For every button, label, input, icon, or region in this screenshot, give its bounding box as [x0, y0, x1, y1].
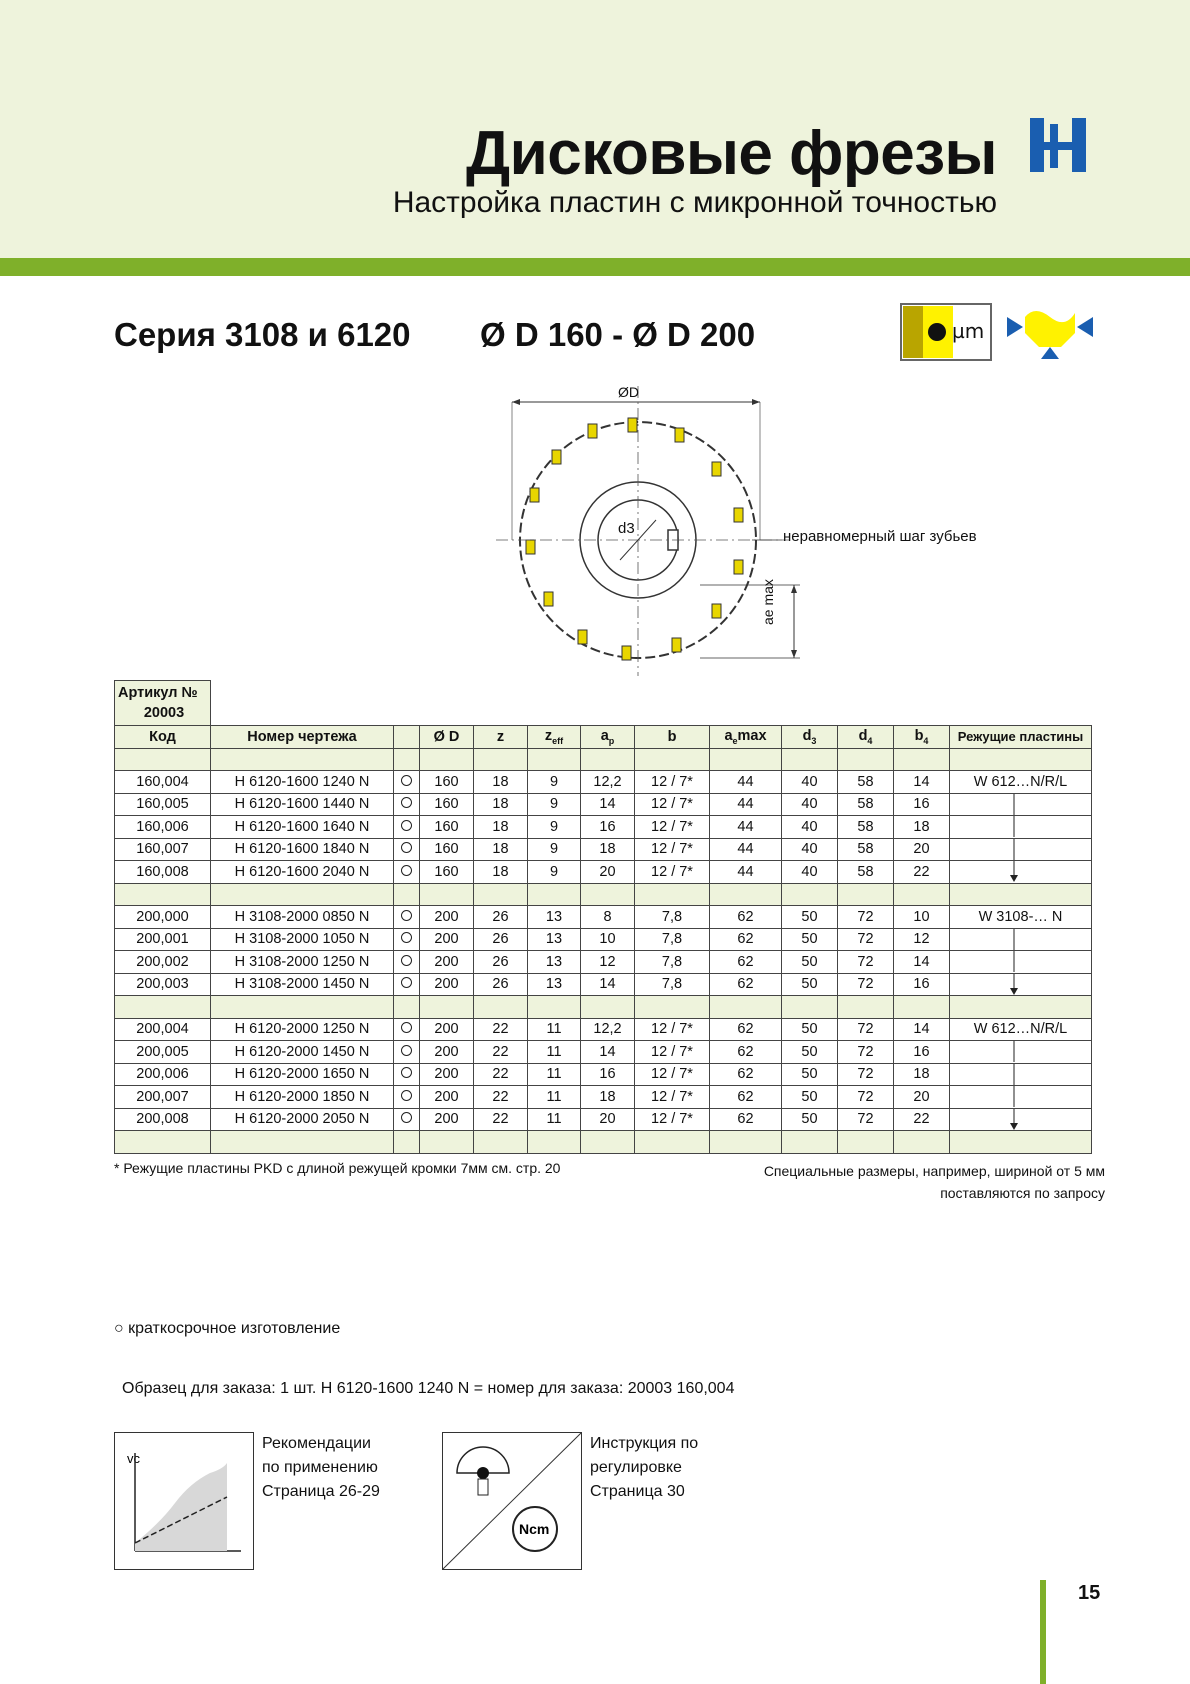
arrow-down-icon — [950, 929, 1091, 950]
cell-b: 12 / 7* — [635, 1018, 710, 1041]
cell-d4: 72 — [838, 1108, 894, 1131]
cell-b4: 22 — [894, 861, 950, 884]
cell-code: 200,001 — [115, 928, 211, 951]
cell-insert — [950, 1063, 1092, 1086]
short-term-circle-icon — [401, 977, 412, 988]
cell-d: 200 — [420, 928, 474, 951]
cell-ae: 44 — [710, 771, 782, 794]
cell-drawing: H 6120-1600 1440 N — [211, 793, 394, 816]
col-aemax: $a_e\max$ — [710, 726, 782, 749]
col-diameter: Ø D — [420, 726, 474, 749]
cell-insert — [950, 861, 1092, 884]
separator-row — [115, 1131, 1092, 1154]
cell-circ — [394, 1086, 420, 1109]
cell-code: 200,003 — [115, 973, 211, 996]
table-row — [115, 816, 1092, 839]
header-accent-bar — [0, 258, 1190, 276]
cell-d: 200 — [420, 1086, 474, 1109]
cell-d3: 50 — [782, 906, 838, 929]
ncm-label: Ncm — [519, 1521, 550, 1537]
cell-d: 200 — [420, 1108, 474, 1131]
cell-insert — [950, 793, 1092, 816]
col-b: b — [635, 726, 710, 749]
cell-d: 200 — [420, 1063, 474, 1086]
cell-drawing: H 3108-2000 1250 N — [211, 951, 394, 974]
short-term-circle-icon — [401, 1022, 412, 1033]
cell-code: 160,006 — [115, 816, 211, 839]
cell-circ — [394, 861, 420, 884]
cell-z: 18 — [474, 861, 528, 884]
short-term-circle-icon — [401, 932, 412, 943]
cell-b: 12 / 7* — [635, 1041, 710, 1064]
adjustment-line-2: регулировке — [590, 1459, 682, 1476]
cell-z: 22 — [474, 1108, 528, 1131]
cell-d: 200 — [420, 951, 474, 974]
cell-b4: 20 — [894, 838, 950, 861]
cell-drawing: H 6120-2000 2050 N — [211, 1108, 394, 1131]
special-sizes-line-2: поставляются по запросу — [940, 1185, 1105, 1201]
cell-ap: 12,2 — [581, 1018, 635, 1041]
table-row — [115, 1086, 1092, 1109]
cell-zeff: 11 — [528, 1041, 581, 1064]
cell-z: 26 — [474, 906, 528, 929]
cell-circ — [394, 1063, 420, 1086]
cell-insert — [950, 928, 1092, 951]
cell-code: 160,008 — [115, 861, 211, 884]
table-row — [115, 793, 1092, 816]
order-example: Образец для заказа: 1 шт. H 6120-1600 1240 N = номер для заказа: 20003 160,004 — [122, 1380, 735, 1397]
cell-d3: 50 — [782, 1063, 838, 1086]
cell-d: 200 — [420, 906, 474, 929]
cell-ap: 14 — [581, 793, 635, 816]
cell-b: 7,8 — [635, 906, 710, 929]
vc-label: vc — [127, 1451, 140, 1466]
arrow-down-icon — [950, 794, 1091, 815]
cell-insert — [950, 838, 1092, 861]
cell-d3: 40 — [782, 771, 838, 794]
article-header-row — [115, 681, 1092, 726]
application-line-2: по применению — [262, 1459, 378, 1476]
cell-drawing: H 6120-1600 1240 N — [211, 771, 394, 794]
application-line-3: Страница 26-29 — [262, 1483, 380, 1500]
column-header-row — [115, 726, 1092, 749]
adjustment-reference — [590, 1432, 698, 1504]
cell-d4: 72 — [838, 906, 894, 929]
table-row — [115, 906, 1092, 929]
col-z: z — [474, 726, 528, 749]
page-number: 15 — [1078, 1582, 1101, 1604]
adjustment-line-3: Страница 30 — [590, 1483, 685, 1500]
cell-zeff: 9 — [528, 861, 581, 884]
cell-ap: 20 — [581, 861, 635, 884]
short-term-circle-icon — [401, 910, 412, 921]
diameter-range: Ø D 160 - Ø D 200 — [480, 316, 756, 353]
cell-ap: 14 — [581, 1041, 635, 1064]
cell-insert: W 612…N/R/L — [950, 771, 1092, 794]
special-sizes-line-1: Специальные размеры, например, шириной от 5 мм — [763, 1163, 1105, 1179]
cell-d3: 40 — [782, 838, 838, 861]
page-subtitle: Настройка пластин с микронной точностью — [392, 186, 997, 219]
cell-d: 200 — [420, 1041, 474, 1064]
short-term-circle-icon — [401, 797, 412, 808]
arrow-down-icon — [950, 951, 1091, 972]
cell-z: 18 — [474, 771, 528, 794]
cell-d: 160 — [420, 861, 474, 884]
cell-ap: 8 — [581, 906, 635, 929]
cell-insert — [950, 1041, 1092, 1064]
cell-d3: 50 — [782, 951, 838, 974]
cell-d3: 40 — [782, 861, 838, 884]
short-term-circle-icon — [401, 955, 412, 966]
cell-drawing: H 6120-1600 2040 N — [211, 861, 394, 884]
cell-ap: 16 — [581, 1063, 635, 1086]
cell-code: 200,005 — [115, 1041, 211, 1064]
cell-insert — [950, 1108, 1092, 1131]
cell-z: 26 — [474, 928, 528, 951]
cell-d4: 58 — [838, 771, 894, 794]
cell-ae: 62 — [710, 928, 782, 951]
cell-code: 200,008 — [115, 1108, 211, 1131]
cell-ap: 12,2 — [581, 771, 635, 794]
col-code: Код — [115, 726, 211, 749]
cell-b: 12 / 7* — [635, 816, 710, 839]
cell-d3: 50 — [782, 1086, 838, 1109]
cell-circ — [394, 906, 420, 929]
cell-zeff: 11 — [528, 1063, 581, 1086]
separator-row — [115, 996, 1092, 1019]
cell-insert: W 3108-… N — [950, 906, 1092, 929]
cell-drawing: H 6120-2000 1850 N — [211, 1086, 394, 1109]
spec-table — [114, 680, 1092, 1154]
cell-b4: 22 — [894, 1108, 950, 1131]
table-row — [115, 928, 1092, 951]
cell-drawing: H 6120-2000 1650 N — [211, 1063, 394, 1086]
cell-circ — [394, 951, 420, 974]
cell-d4: 72 — [838, 1086, 894, 1109]
cell-d4: 72 — [838, 928, 894, 951]
cell-ap: 10 — [581, 928, 635, 951]
cell-b: 12 / 7* — [635, 1108, 710, 1131]
table-row — [115, 1108, 1092, 1131]
cell-d: 200 — [420, 973, 474, 996]
cell-ae: 44 — [710, 816, 782, 839]
ae-max-dimension-label: ae max — [760, 579, 776, 625]
cell-circ — [394, 1018, 420, 1041]
cell-zeff: 11 — [528, 1018, 581, 1041]
table-row — [115, 1063, 1092, 1086]
cell-zeff: 11 — [528, 1108, 581, 1131]
short-term-circle-icon — [401, 775, 412, 786]
cell-circ — [394, 816, 420, 839]
cell-code: 200,007 — [115, 1086, 211, 1109]
arrow-down-icon — [950, 1086, 1091, 1107]
cell-ae: 62 — [710, 1063, 782, 1086]
cell-b4: 16 — [894, 973, 950, 996]
page-title: Дисковые фрезы — [466, 119, 997, 188]
cell-zeff: 13 — [528, 906, 581, 929]
cell-circ — [394, 793, 420, 816]
page-accent-bar — [1040, 1580, 1046, 1684]
cell-b4: 18 — [894, 1063, 950, 1086]
arrow-down-icon — [950, 974, 1091, 995]
cell-z: 22 — [474, 1086, 528, 1109]
col-drawing: Номер чертежа — [211, 726, 394, 749]
cell-circ — [394, 973, 420, 996]
short-term-circle-icon — [401, 1045, 412, 1056]
torque-adjustment-icon — [442, 1432, 582, 1570]
cell-d: 160 — [420, 816, 474, 839]
diameter-dimension-label: ØD — [618, 384, 639, 400]
cell-ae: 62 — [710, 1086, 782, 1109]
uneven-pitch-note: неравномерный шаг зубьев — [783, 528, 977, 545]
cell-drawing: H 3108-2000 1050 N — [211, 928, 394, 951]
cell-d4: 72 — [838, 1041, 894, 1064]
cell-z: 18 — [474, 793, 528, 816]
short-term-circle-icon — [401, 1090, 412, 1101]
table-body — [115, 748, 1092, 1153]
cell-drawing: H 6120-1600 1840 N — [211, 838, 394, 861]
cell-b: 12 / 7* — [635, 793, 710, 816]
arrow-down-icon — [950, 1041, 1091, 1062]
insert-adjustment-icon — [1005, 303, 1095, 361]
cell-zeff: 13 — [528, 951, 581, 974]
pkd-footnote: * Режущие пластины PKD с длиной режущей кромки 7мм см. стр. 20 — [114, 1160, 561, 1176]
cell-ae: 62 — [710, 951, 782, 974]
cell-b4: 10 — [894, 906, 950, 929]
cell-ae: 62 — [710, 1108, 782, 1131]
cell-b4: 16 — [894, 1041, 950, 1064]
series-title: Серия 3108 и 6120 — [114, 316, 411, 353]
cell-drawing: H 3108-2000 1450 N — [211, 973, 394, 996]
cell-b: 7,8 — [635, 951, 710, 974]
cell-d3: 40 — [782, 816, 838, 839]
cell-z: 26 — [474, 951, 528, 974]
cell-circ — [394, 1108, 420, 1131]
cell-b: 12 / 7* — [635, 838, 710, 861]
cell-z: 18 — [474, 838, 528, 861]
col-ap: $a_p$ — [581, 726, 635, 749]
short-term-circle-icon — [401, 865, 412, 876]
short-term-legend: ○ краткосрочное изготовление — [114, 1320, 341, 1337]
cell-ae: 44 — [710, 861, 782, 884]
cell-drawing: H 6120-2000 1250 N — [211, 1018, 394, 1041]
article-label: Артикул № — [118, 685, 198, 701]
col-inserts: Режущие пластины — [950, 726, 1092, 749]
arrow-down-icon — [950, 839, 1091, 860]
cell-d: 160 — [420, 771, 474, 794]
hh-logo-icon — [1028, 116, 1088, 174]
arrow-down-icon — [950, 816, 1091, 837]
cell-b: 12 / 7* — [635, 1086, 710, 1109]
cell-ap: 18 — [581, 1086, 635, 1109]
table-row — [115, 973, 1092, 996]
cell-z: 26 — [474, 973, 528, 996]
table-row — [115, 1018, 1092, 1041]
cutter-drawing — [490, 380, 830, 680]
separator-row — [115, 748, 1092, 771]
cell-b: 7,8 — [635, 973, 710, 996]
cell-code: 160,004 — [115, 771, 211, 794]
cell-d4: 58 — [838, 861, 894, 884]
col-zeff: $z_{eff}$ — [528, 726, 581, 749]
table-row — [115, 771, 1092, 794]
cell-d3: 50 — [782, 1018, 838, 1041]
short-term-circle-icon — [401, 842, 412, 853]
cell-d4: 72 — [838, 951, 894, 974]
cell-zeff: 13 — [528, 973, 581, 996]
article-header-cell — [115, 681, 211, 726]
cell-insert — [950, 973, 1092, 996]
cell-ae: 44 — [710, 838, 782, 861]
cell-circ — [394, 928, 420, 951]
cell-insert — [950, 816, 1092, 839]
cell-circ — [394, 1041, 420, 1064]
cell-b: 12 / 7* — [635, 771, 710, 794]
cell-ap: 20 — [581, 1108, 635, 1131]
cell-circ — [394, 771, 420, 794]
cell-code: 160,005 — [115, 793, 211, 816]
cell-d4: 72 — [838, 1063, 894, 1086]
cell-b4: 12 — [894, 928, 950, 951]
short-term-circle-icon — [401, 1067, 412, 1078]
cell-d4: 72 — [838, 973, 894, 996]
cell-z: 22 — [474, 1041, 528, 1064]
cell-ap: 18 — [581, 838, 635, 861]
special-sizes-note — [764, 1160, 1105, 1204]
cell-b4: 14 — [894, 771, 950, 794]
col-d4: $d_4$ — [838, 726, 894, 749]
cell-d3: 40 — [782, 793, 838, 816]
cell-drawing: H 6120-1600 1640 N — [211, 816, 394, 839]
micron-precision-icon — [900, 303, 992, 361]
cell-d3: 50 — [782, 928, 838, 951]
separator-row — [115, 883, 1092, 906]
cell-code: 160,007 — [115, 838, 211, 861]
table-row — [115, 1041, 1092, 1064]
cell-code: 200,006 — [115, 1063, 211, 1086]
cell-code: 200,004 — [115, 1018, 211, 1041]
col-b4: $b_4$ — [894, 726, 950, 749]
cell-b: 12 / 7* — [635, 861, 710, 884]
cell-ap: 12 — [581, 951, 635, 974]
cutting-speed-chart-icon — [114, 1432, 254, 1570]
cell-drawing: H 3108-2000 0850 N — [211, 906, 394, 929]
short-term-circle-icon — [401, 820, 412, 831]
cell-ae: 44 — [710, 793, 782, 816]
col-d3: $d_3$ — [782, 726, 838, 749]
bore-dimension-label: d3 — [618, 520, 635, 537]
cell-zeff: 9 — [528, 838, 581, 861]
arrow-down-icon — [950, 1064, 1091, 1085]
cell-z: 22 — [474, 1018, 528, 1041]
cell-d3: 50 — [782, 973, 838, 996]
cell-b: 12 / 7* — [635, 1063, 710, 1086]
cell-code: 200,000 — [115, 906, 211, 929]
cell-d4: 58 — [838, 816, 894, 839]
table-row — [115, 861, 1092, 884]
cell-ae: 62 — [710, 973, 782, 996]
cell-drawing: H 6120-2000 1450 N — [211, 1041, 394, 1064]
article-number: 20003 — [143, 705, 185, 721]
cell-insert: W 612…N/R/L — [950, 1018, 1092, 1041]
cell-z: 22 — [474, 1063, 528, 1086]
cell-ae: 62 — [710, 1018, 782, 1041]
cell-ae: 62 — [710, 1041, 782, 1064]
cell-d3: 50 — [782, 1041, 838, 1064]
table-row — [115, 838, 1092, 861]
cell-zeff: 11 — [528, 1086, 581, 1109]
cell-d4: 58 — [838, 793, 894, 816]
cell-ap: 14 — [581, 973, 635, 996]
arrow-down-icon — [950, 861, 1091, 882]
cell-code: 200,002 — [115, 951, 211, 974]
short-term-circle-icon — [401, 1112, 412, 1123]
cell-zeff: 9 — [528, 793, 581, 816]
cell-b4: 18 — [894, 816, 950, 839]
cell-b4: 20 — [894, 1086, 950, 1109]
cell-zeff: 9 — [528, 816, 581, 839]
cell-b4: 14 — [894, 1018, 950, 1041]
cell-ap: 16 — [581, 816, 635, 839]
cell-b4: 14 — [894, 951, 950, 974]
cell-d4: 58 — [838, 838, 894, 861]
cell-circ — [394, 838, 420, 861]
cell-d: 160 — [420, 793, 474, 816]
cell-zeff: 9 — [528, 771, 581, 794]
cell-zeff: 13 — [528, 928, 581, 951]
cell-d3: 50 — [782, 1108, 838, 1131]
micron-label: µm — [952, 319, 985, 343]
cell-d: 200 — [420, 1018, 474, 1041]
cell-insert — [950, 1086, 1092, 1109]
table-row — [115, 951, 1092, 974]
cell-insert — [950, 951, 1092, 974]
cell-z: 18 — [474, 816, 528, 839]
cell-d: 160 — [420, 838, 474, 861]
application-line-1: Рекомендации — [262, 1435, 371, 1452]
adjustment-line-1: Инструкция по — [590, 1435, 699, 1452]
cell-b4: 16 — [894, 793, 950, 816]
col-short-term — [394, 726, 420, 749]
arrow-down-icon — [950, 1109, 1091, 1130]
application-reference — [262, 1432, 380, 1504]
cell-b: 7,8 — [635, 928, 710, 951]
cell-ae: 62 — [710, 906, 782, 929]
cell-d4: 72 — [838, 1018, 894, 1041]
